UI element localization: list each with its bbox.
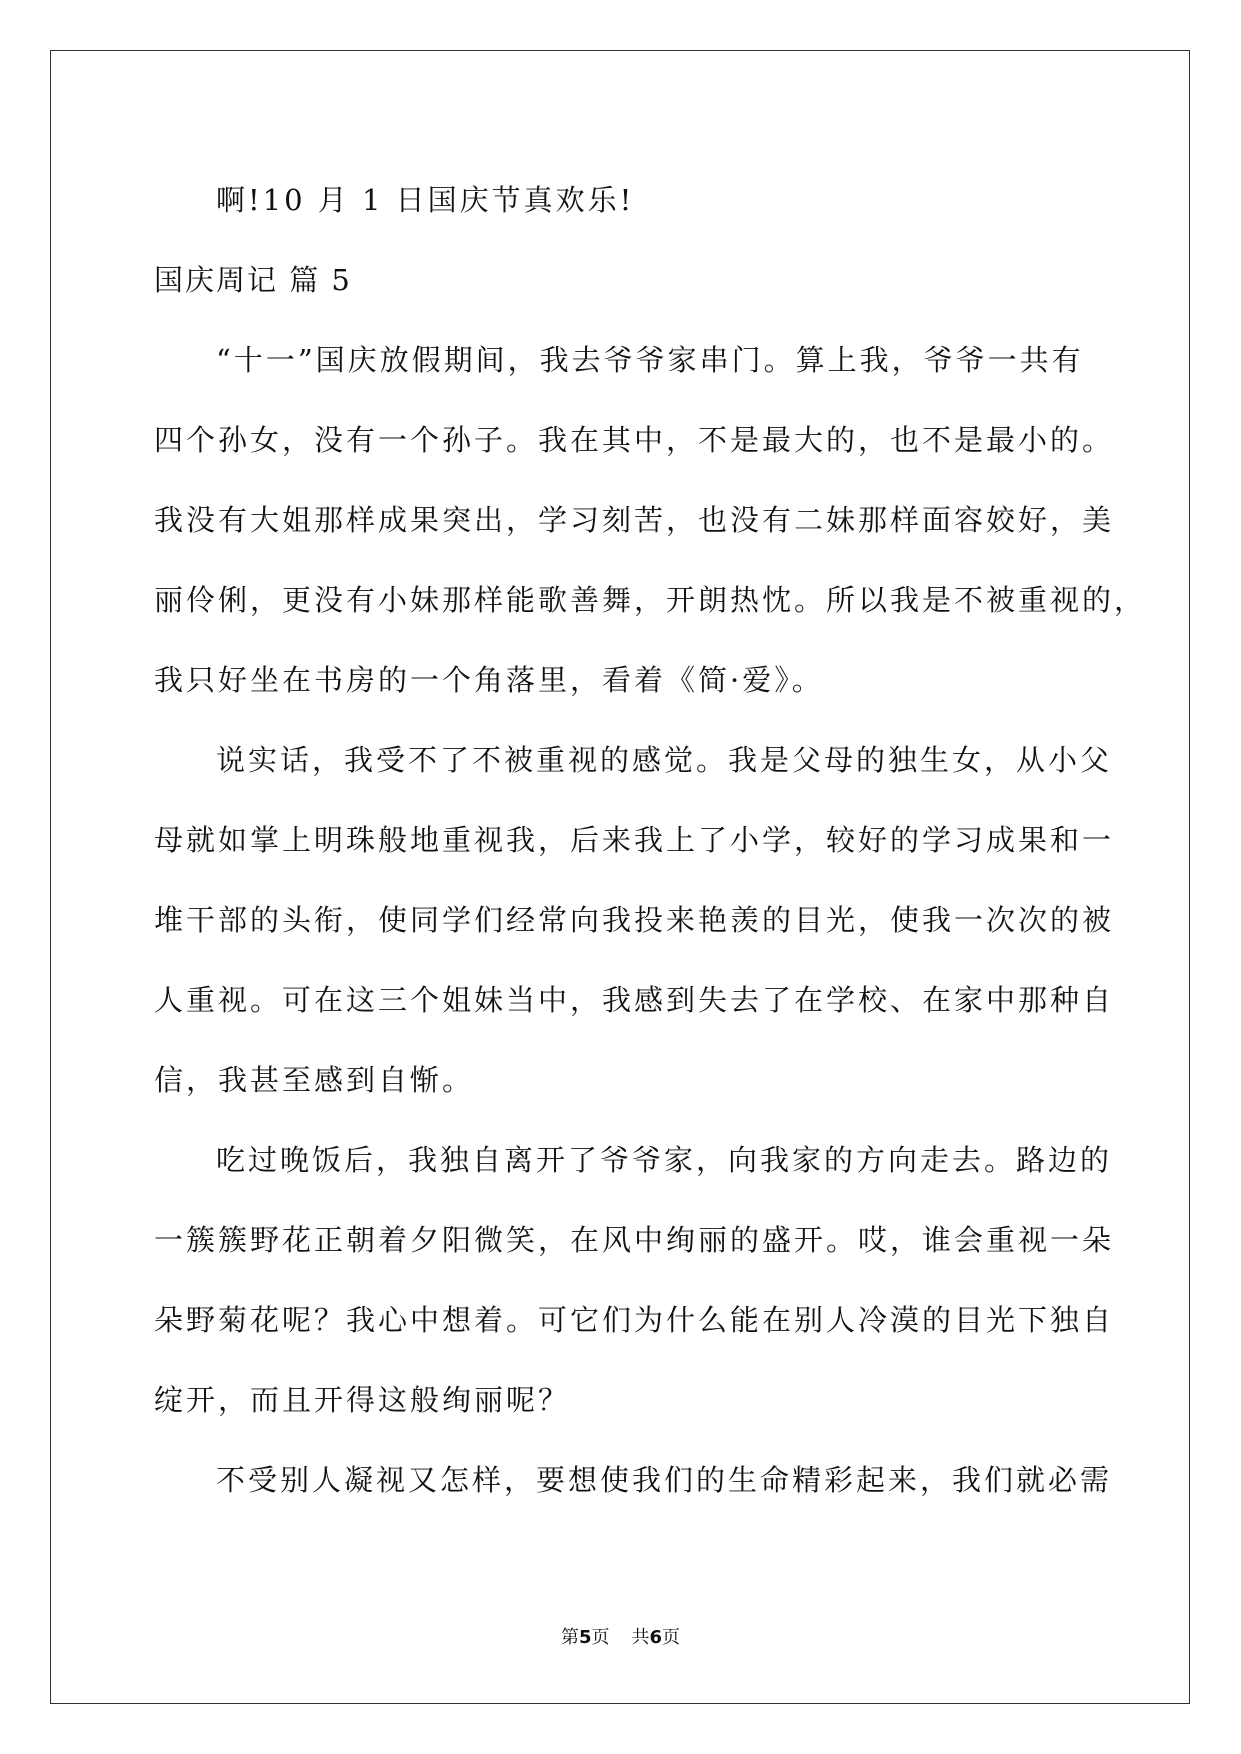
paragraph-line: 丽伶俐，更没有小妹那样能歌善舞，开朗热忱。所以我是不被重视的， <box>154 583 1147 617</box>
document-body <box>154 160 1147 1520</box>
footer-page-prefix: 第 <box>560 1627 579 1648</box>
paragraph-line: 朵野菊花呢？我心中想着。可它们为什么能在别人冷漠的目光下独自 <box>154 1303 1115 1337</box>
footer-total-suffix: 页 <box>662 1627 681 1648</box>
paragraph-line: 母就如掌上明珠般地重视我，后来我上了小学，较好的学习成果和一 <box>154 823 1115 857</box>
paragraph-line: 人重视。可在这三个姐妹当中，我感到失去了在学校、在家中那种自 <box>154 983 1115 1017</box>
footer-page-suffix: 页 <box>591 1627 610 1648</box>
paragraph-line: 一簇簇野花正朝着夕阳微笑，在风中绚丽的盛开。哎，谁会重视一朵 <box>154 1223 1115 1257</box>
footer-page-total: 6 <box>649 1627 663 1648</box>
footer-page-current: 5 <box>578 1627 592 1648</box>
paragraph-line: 啊!10 月 1 日国庆节真欢乐! <box>216 183 635 217</box>
paragraph-line: 说实话，我受不了不被重视的感觉。我是父母的独生女，从小父 <box>216 743 1113 777</box>
paragraph-line: 绽开，而且开得这般绚丽呢？ <box>154 1383 571 1417</box>
paragraph-line: 信，我甚至感到自惭。 <box>154 1063 475 1097</box>
footer-total-prefix: 共 <box>631 1627 650 1648</box>
paragraph-line: 我只好坐在书房的一个角落里，看着《简·爱》。 <box>154 663 824 697</box>
section-heading: 国庆周记 篇 5 <box>154 263 352 297</box>
paragraph-line: “十一”国庆放假期间，我去爷爷家串门。算上我，爷爷一共有 <box>216 343 1084 377</box>
paragraph-line: 不受别人凝视又怎样，要想使我们的生命精彩起来，我们就必需 <box>216 1463 1113 1497</box>
paragraph-line: 我没有大姐那样成果突出，学习刻苦，也没有二妹那样面容姣好，美 <box>154 503 1115 537</box>
page-footer <box>0 1623 1241 1649</box>
paragraph-line: 四个孙女，没有一个孙子。我在其中，不是最大的，也不是最小的。 <box>154 423 1115 457</box>
paragraph-line: 吃过晚饭后，我独自离开了爷爷家，向我家的方向走去。路边的 <box>216 1143 1113 1177</box>
paragraph-line: 堆干部的头衔，使同学们经常向我投来艳羡的目光，使我一次次的被 <box>154 903 1115 937</box>
